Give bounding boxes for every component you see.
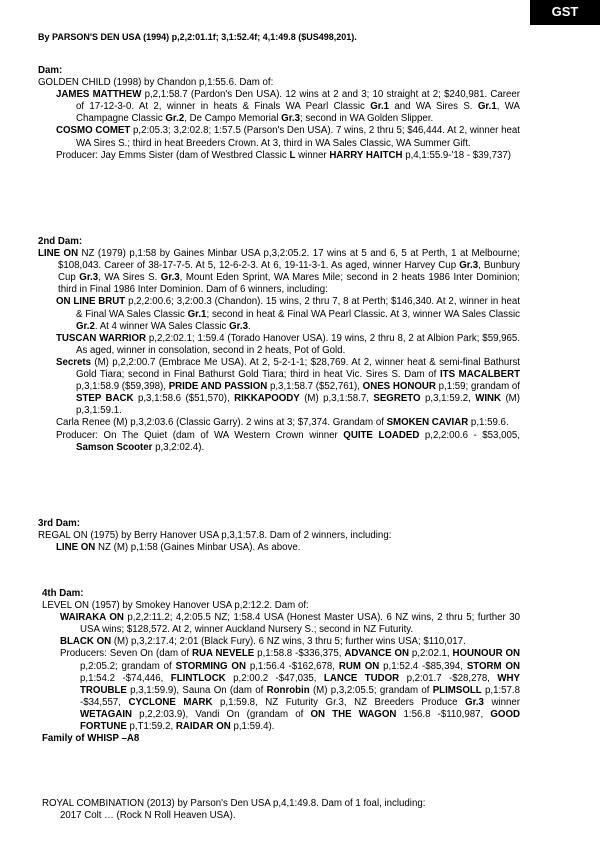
other-progeny-line: ROYAL COMBINATION (2013) by Parson's Den USA p,4,1:49.8. Dam of 1 foal, including: [42, 798, 426, 809]
third-dam-section [38, 518, 520, 554]
second-dam-heading: 2nd Dam: [38, 236, 83, 247]
other-progeny-foal: 2017 Colt … (Rock N Roll Heaven USA). [60, 810, 236, 822]
producer-entry: Producer: Jay Emms Sister (dam of Westbred Classic L winner HARRY HAITCH p,4,1:55.9-'18 - $39,737) [56, 149, 512, 161]
second-dam-entry: LINE ON NZ (1979) p,1:58 by Gaines Minbar USA p,3,2:05.2. 17 wins at 5 and 6, 5 at Perth, 1 at Melbourne; $108,043. Career of 38-17-7-5. At 5, 12-6-2-3. At 6, 19-11-3-1. As aged, winner Harvey Cup Gr.3, Bunbury Cup Gr.3, WA Sires S. Gr.3, Mount Eden Sprint, WA Mares Mile; second in 2 heats 1986 Inter Dominion; third in Final 1986 Inter Dominion. Dam of 6 winners, including: [38, 248, 521, 296]
progeny-entry: Carla Renee (M) p,3,2:03.6 (Classic Garry). 2 wins at 3; $7,374. Grandam of SMOKEN CAVIAR p,1:59.6. [56, 417, 509, 429]
second-dam-section [38, 236, 520, 454]
family-line: Family of WHISP –A8 [42, 733, 140, 745]
progeny-entry: JAMES MATTHEW p,2,1:58.7 (Pardon's Den USA). 12 wins at 2 and 3; 10 straight at 2; $240,981. Career of 17-12-3-0. At 2, winner in heats & Finals WA Pearl Classic Gr.1 and WA Sires S. Gr.1, WA Champagne Classic Gr.2, De Campo Memorial Gr.3; second in WA Golden Slipper. [56, 89, 520, 125]
fourth-dam-section [42, 588, 520, 745]
fourth-dam-line: LEVEL ON (1957) by Smokey Hanover USA p,2:12.2. Dam of: [42, 600, 309, 612]
progeny-entry: LINE ON NZ (M) p,1:58 (Gaines Minbar USA). As above. [56, 542, 301, 554]
fourth-dam-heading: 4th Dam: [42, 588, 84, 599]
progeny-entry: BLACK ON (M) p,3,2:17.4; 2:01 (Black Fury). 6 NZ wins, 3 thru 5; further wins USA; $110,017. [60, 636, 466, 648]
progeny-entry: Secrets (M) p,2,2:00.7 (Embrace Me USA). At 2, 5-2-1-1; $28,769. At 2, winner heat & semi-final Bathurst Gold Tiara; second in Final Bathurst Gold Tiara; third in heat Vic. Sires S. Dam of ITS MACALBERT p,3,1:58.9 ($59,398), PRIDE AND PASSION p,3,1:58.7 ($52,761), ONES HONOUR p,1:59; grandam of STEP BACK p,3,1:58.6 ($51,570), RIKKAPOODY (M) p,3,1:58.7, SEGRETO p,3,1:59.2, WINK (M) p,3,1:59.1. [56, 356, 520, 417]
producer-entry: Producer: On The Quiet (dam of WA Western Crown winner QUITE LOADED p,2,2:00.6 - $53,005, Samson Scooter p,3,2:02.4). [56, 429, 520, 453]
dam-line: GOLDEN CHILD (1998) by Chandon p,1:55.6. Dam of: [38, 77, 274, 89]
progeny-entry: WAIRAKA ON p,2,2:11.2; 4,2:05.5 NZ; 1:58.4 USA (Honest Master USA). 6 NZ wins, 2 thru 5; further 30 USA wins; $128,572. At 2, winner Auckland Nursery S.; second in NZ Futurity. [60, 612, 520, 636]
other-progeny-section [42, 798, 524, 822]
producer-entry: Producers: Seven On (dam of RUA NEVELE p,1:58.8 -$336,375, ADVANCE ON p,2:02.1, HOUNOUR ON p,2:05.2; grandam of STORMING ON p,1:56.4 -$162,678, RUM ON p,1:52.4 -$85,394, STORM ON p,1:54.2 -$74,446, FLINTLOCK p,2:00.2 -$47,035, LANCE TUDOR p,2:01.7 -$28,278, WHY TROUBLE p,3,1:59.9), Sauna On (dam of Ronrobin (M) p,3,2:05.5; grandam of PLIMSOLL p,1:57.8 -$34,557, CYCLONE MARK p,1:59.8, NZ Futurity Gr.3, NZ Breeders Produce Gr.3 winner WETAGAIN p,2,2:03.9), Vandi On (grandam of ON THE WAGON 1:56.8 -$110,987, GOOD FORTUNE p,T1:59.2, RAIDAR ON p,1:59.4). [60, 648, 521, 733]
sale-code-badge: GST [530, 0, 600, 25]
third-dam-heading: 3rd Dam: [38, 518, 80, 529]
progeny-entry: TUSCAN WARRIOR p,2,2:02.1; 1:59.4 (Torado Hanover USA). 19 wins, 2 thru 8, 2 at Albion Park; $59,965. As aged, winner in consolation, second in 2 heats, Pot of Gold. [56, 332, 521, 356]
dam-heading: Dam: [38, 65, 63, 76]
third-dam-line: REGAL ON (1975) by Berry Hanover USA p,3,1:57.8. Dam of 2 winners, including: [38, 530, 392, 542]
progeny-entry: COSMO COMET p,2:05.3; 3,2:02.8; 1:57.5 (Parson's Den USA). 7 wins, 2 thru 5; $46,444. At 2, winner heat WA Sires S.; third in heat Breeders Crown. At 3, third in WA Sales Classic, WA Summer Gift. [56, 125, 520, 149]
sire-line: By PARSON'S DEN USA (1994) p,2,2:01.1f; 3,1:52.4f; 4,1:49.8 ($US498,201). [38, 32, 357, 42]
progeny-entry: ON LINE BRUT p,2,2:00.6; 3,2:00.3 (Chandon). 15 wins, 2 thru 7, 8 at Perth; $146,340. At 2, winner in heat & Final WA Sales Classic Gr.1; second in heat & Final WA Pearl Classic. At 3, winner WA Sales Classic Gr.2. At 4 winner WA Sales Classic Gr.3. [56, 296, 520, 332]
dam-section [38, 65, 520, 162]
